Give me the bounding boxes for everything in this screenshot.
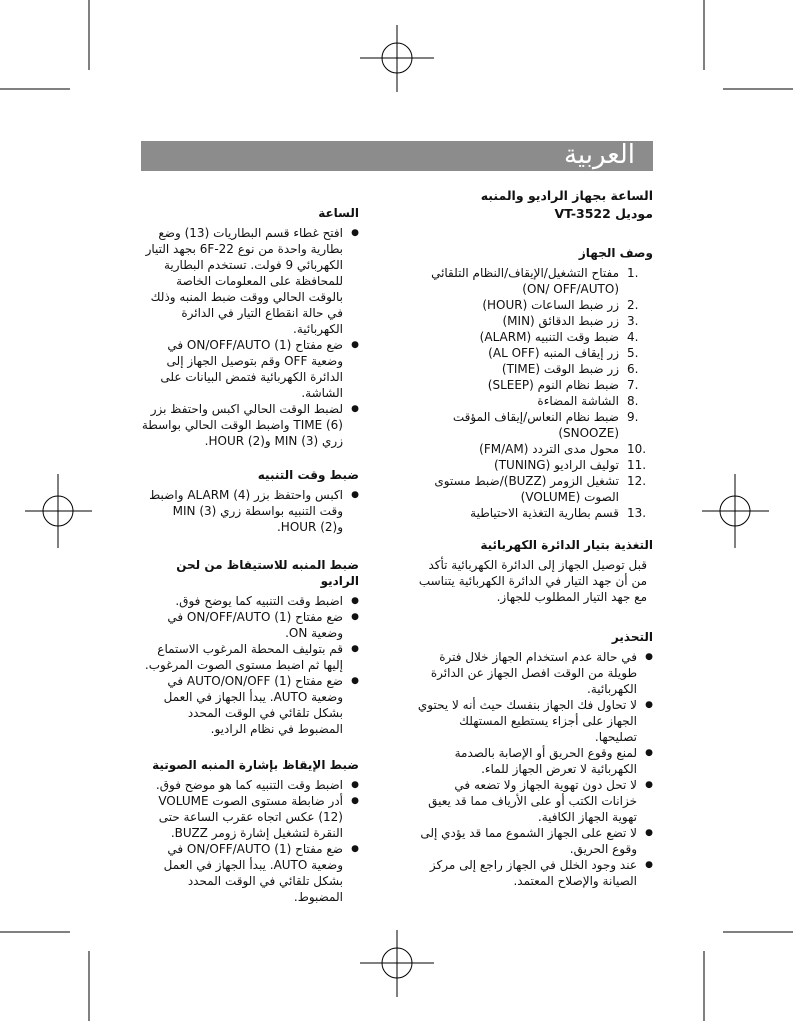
- language-title: العربية: [563, 140, 635, 170]
- buzzer-alarm-list: [141, 777, 359, 905]
- list-item: ● اضبط وقت التنبيه كما يوضح فوق.: [141, 593, 359, 609]
- registration-mark-left: [25, 474, 92, 548]
- list-item: 12. تشغيل الزومر (BUZZ)/ضبط مستوى الصوت (VOLUME): [434, 474, 647, 504]
- list-item: ● ضع مفتاح ON/OFF/AUTO (1) في وضعية AUTO. يبدأ الجهاز في العمل بشكل تلقائي في الوقت المحدد المضبوط.: [141, 841, 359, 905]
- model-title: موديل VT-3522: [554, 206, 653, 221]
- right-column: [415, 187, 653, 889]
- list-item: 9. ضبط نظام النعاس/إيقاف المؤقت (SNOOZE): [452, 410, 639, 440]
- list-item: 10. محول مدى التردد (FM/AM): [479, 442, 647, 456]
- list-item: ● في حالة عدم استخدام الجهاز خلال فترة طويلة من الوقت افصل الجهاز عن الدائرة الكهربائية.: [415, 649, 653, 697]
- list-item: ● لا تضع على الجهاز الشموع مما قد يؤدي إلى وقوع الحريق.: [415, 825, 653, 857]
- product-title: الساعة بجهاز الراديو والمنبه: [480, 188, 653, 203]
- list-item: ● لا تحل دون تهوية الجهاز ولا تضعه في خزانات الكتب أو على الأرياف مما قد يعيق تهوية الجهاز الكافية.: [415, 777, 653, 825]
- clock-list: [141, 225, 359, 449]
- list-item: 5. زر إيقاف المنبه (AL OFF): [488, 346, 639, 360]
- list-item: 11. توليف الراديو (TUNING): [494, 458, 647, 472]
- device-description-section: [415, 245, 653, 521]
- registration-mark-bottom: [360, 930, 434, 997]
- list-item: 7. ضبط نظام النوم (SLEEP): [487, 378, 639, 392]
- list-item: ● ضع مفتاح ON/OFF/AUTO (1) في وضعية OFF وقم بتوصيل الجهاز إلى الدائرة الكهربائية فتمض البيانات على الشاشة.: [141, 337, 359, 401]
- list-item: ● عند وجود الخلل في الجهاز راجع إلى مركز الصيانة والإصلاح المعتمد.: [415, 857, 653, 889]
- list-item: ● ضع مفتاح AUTO/ON/OFF (1) في وضعية AUTO. يبدأ الجهاز في العمل بشكل تلقائي في الوقت المحدد المضبوط في نظام الراديو.: [141, 673, 359, 737]
- section-heading: ضبط الإيقاظ بإشارة المنبه الصوتية: [152, 758, 359, 772]
- section-heading: ضبط وقت التنبيه: [257, 468, 359, 482]
- radio-alarm-list: [141, 593, 359, 737]
- list-item: 1. مفتاح التشغيل/الإيقاف/النظام التلقائي (ON/ OFF/AUTO): [431, 266, 639, 296]
- list-item: ● قم بتوليف المحطة المرغوب الاستماع إليها ثم اضبط مستوى الصوت المرغوب.: [141, 641, 359, 673]
- buzzer-alarm-section: [141, 757, 359, 905]
- power-section: [415, 537, 653, 605]
- list-item: ● اضبط وقت التنبيه كما هو موضح فوق.: [141, 777, 359, 793]
- warning-section: [415, 629, 653, 889]
- list-item: ● أدر ضابطة مستوى الصوت VOLUME (12) عكس اتجاه عقرب الساعة حتى النقرة لتشغيل إشارة زومر BUZZ.: [141, 793, 359, 841]
- left-column: [141, 205, 359, 905]
- section-heading: الساعة: [318, 206, 359, 220]
- registration-mark-right: [702, 474, 769, 548]
- list-item: ● ضع مفتاح ON/OFF/AUTO (1) في وضعية ON.: [141, 609, 359, 641]
- list-item: 4. ضبط وقت التنبيه (ALARM): [479, 330, 639, 344]
- description-list: [415, 265, 653, 521]
- list-item: ● لمنع وقوع الحريق أو الإصابة بالصدمة الكهربائية لا تعرض الجهاز للماء.: [415, 745, 653, 777]
- list-item: ● افتح غطاء قسم البطاريات (13) وضع بطارية واحدة من نوع 6F-22 بجهد التيار الكهربائي 9 فولت. تستخدم البطارية للمحافظة على المعلومات الخاصة بالوقت الحالي ووقت ضبط المنبه وذلك في حالة انقطاع التيار في الدائرة الكهربائية.: [141, 225, 359, 337]
- power-paragraph: قبل توصيل الجهاز إلى الدائرة الكهربائية تأكد من أن جهد التيار في الدائرة الكهربائية يتناسب مع جهد التيار المطلوب للجهاز.: [418, 558, 647, 604]
- section-heading: التحذير: [611, 630, 653, 644]
- list-item: 8. الشاشة المضاءة: [537, 394, 639, 408]
- alarm-list: [141, 487, 359, 535]
- list-item: ● لضبط الوقت الحالي اكبس واحتفظ بزر TIME (6) واضبط الوقت الحالي بواسطة زري MIN (3) وHOUR (2).: [141, 401, 359, 449]
- warning-list: [415, 649, 653, 889]
- section-heading: وصف الجهاز: [578, 246, 653, 260]
- alarm-section: [141, 467, 359, 535]
- list-item: ● اكبس واحتفظ بزر ALARM (4) واضبط وقت التنبيه بواسطة زري MIN (3) وHOUR (2).: [141, 487, 359, 535]
- section-heading: ضبط المنبه للاستيقاظ من لحن الراديو: [176, 558, 359, 588]
- list-item: ● لا تحاول فك الجهاز بنفسك حيث أنه لا يحتوي الجهاز على أجزاء يستطيع المستهلك تصليحها.: [415, 697, 653, 745]
- clock-section: [141, 205, 359, 449]
- registration-mark-top: [360, 25, 434, 92]
- list-item: 2. زر ضبط الساعات (HOUR): [482, 298, 639, 312]
- list-item: 3. زر ضبط الدقائق (MIN): [502, 314, 639, 328]
- radio-alarm-section: [141, 557, 359, 737]
- list-item: 6. زر ضبط الوقت (TIME): [501, 362, 639, 376]
- section-heading: التغذية بتيار الدائرة الكهربائية: [480, 538, 653, 552]
- language-header-bar: [141, 141, 653, 171]
- list-item: 13. قسم بطارية التغذية الاحتياطية: [470, 506, 647, 520]
